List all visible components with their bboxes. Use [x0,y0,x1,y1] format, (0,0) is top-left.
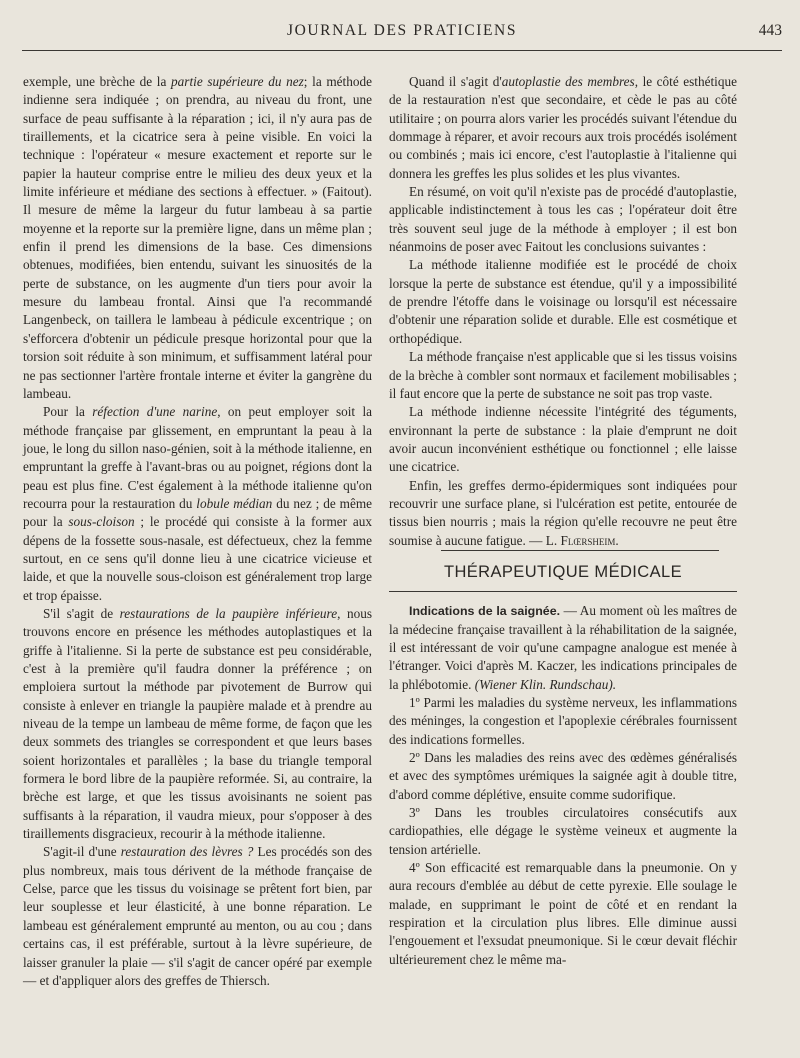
paragraph-indication-4: 4º Son efficacité est remarquable dans la pneumonie. On y aura recours d'emblée au début de cette pyrexie. Elle soulage le malade, en supprimant le point de côté et en rendant la respiration et la circulation plus libres. Elle diminue aussi l'engouement et l'exsudat pneumonique. Si le cœur devait fléchir ultérieurement chez le même ma- [389,860,737,967]
paragraph-indication-3: 3º Dans les troubles circulatoires consécutifs aux cardiopathies, elle dégage le système veineux et augmente la tension artérielle. [389,805,737,857]
paragraph-french-method: La méthode française n'est applicable que si les tissus voisins de la brèche à combler sont normaux et facilement mobilisables ; il faut encore que la perte de substance ne soit pas trop vaste. [389,349,737,401]
paragraph-grafts: Enfin, les greffes dermo-épidermiques sont indiquées pour recouvrir une surface plane, si l'ulcération est petite, entourée de tissus bien nourris ; mais la région qu'elle recouvre ne peut être soumise à aucune fatigue. — L. Flœrsheim. [389,477,737,548]
paragraph-nose-technique: exemple, une brèche de la partie supérieure du nez; la méthode indienne sera indiquée ; on prendra, au niveau du front, une surface de peau suffisante à la réparation ; ici, il n'y aura pas de tiraillements, et la cicatrice sera à peine visible. En voici la technique : l'opérateur « mesure exactement et reporte sur le papier la hauteur comprise entre le milieu des deux yeux et la limite inférieure et médiane des sections à effectuer. » (Faitout). Il mesure de même la largeur du futur lambeau à sa partie moyenne et la reporte sur la première ligne, dans un même plan ; enfin il prend les dimensions de la base. Ces dimensions obtenues, modifiées, bien entendu, suivant les sinuosités de la perte de substance, on les augmente d'un tiers pour avoir la mesure du lambeau frontal. Ainsi que l'a recommandé Langenbeck, on taillera le lambeau à pédicule excentrique ; on s'efforcera d'obtenir un pédicule presque horizontal pour que la torsion soit réduite à son minimum, et suffisamment latéral pour ne pas sectionner l'artère frontale interne et éviter la gangrène du lambeau. [23,74,372,401]
author-signature: L. Flœrsheim. [545,532,619,548]
paragraph-eyelid: S'il s'agit de restaurations de la paupière inférieure, nous trouvons encore en présence les méthodes autoplastiques et la griffe à l'italienne. Si la perte de substance est peu considérable, c'est à la première qu'il faudra donner la préférence ; on emploiera surtout la méthode par pivotement de Burrow qui consiste à enlever en triangle la paupière malade et à prendre au niveau de la tempe un lambeau de même forme, de façon que les deux sommets des triangles se correspondent et que leurs bases soient horizontales et parallèles ; la base du triangle temporal formera le bord libre de la paupière reformée. Si, au contraire, la brèche est large, et que les tissus avoisinants ne soient pas suffisants à la réparation, il vaudra mieux, pour s'opposer à des tiraillements disgracieux, recourir à la méthode italienne. [23,605,372,842]
section-title: THÉRAPEUTIQUE MÉDICALE [443,562,682,581]
right-column [389,73,737,969]
paragraph-indication-1: 1º Parmi les maladies du système nerveux, les inflammations des méninges, la congestion et l'apoplexie cérébrales fournissent des indications formelles. [389,695,737,747]
journal-title: JOURNAL DES PRATICIENS [286,22,518,39]
left-column [23,73,372,990]
paragraph-indian-method: La méthode indienne nécessite l'intégrité des téguments, environnant la perte de substance : la plaie d'emprunt ne doit avoir aucun inconvénient esthétique ou fonctionnel ; elle laisse une cicatrice. [389,404,737,475]
section-rule-bottom [389,591,737,592]
article-lead: Indications de la saignée. [409,604,561,619]
paragraph-nostril: Pour la réfection d'une narine, on peut employer soit la méthode française par glissement, en empruntant la peau à la joue, le long du sillon naso-génien, soit à la méthode italienne, en empruntant la greffe à l'avant-bras ou au poignet, régions dont la peau est plus fine. C'est également à la méthode italienne qu'on recourra pour la restauration du lobule médian du nez ; de même pour la sous-cloison ; le procédé qui consiste à la former aux dépens de la fossette sous-nasale, est défectueux, chez la femme surtout, en ce sens qu'il donne lieu à une cicatrice vicieuse et laide, et que la nouvelle sous-cloison est généralement trop large et trop épaisse. [23,404,373,603]
header-rule [22,50,782,51]
paragraph-indication-2: 2º Dans les maladies des reins avec des œdèmes généralisés et avec des symptômes urémiques la saignée agit à double titre, d'abord comme déplétive, ensuite comme sudorifique. [389,750,737,802]
paragraph-bloodletting-intro: Indications de la saignée. — Au moment où les maîtres de la médecine française travaillent à la réhabilitation de la saignée, il est intéressant de voir qu'une campagne analogue est menée à l'étranger. Voici d'après M. Kaczer, les indications principales de la phlébotomie. (Wiener Klin. Rundschau). [389,603,737,692]
page-number: 443 [758,22,782,39]
paragraph-lips: S'agit-il d'une restauration des lèvres ? Les procédés son des plus nombreux, mais tous dérivent de la méthode française de Celse, parce que les tissus du voisinage se prêtent fort bien, par leur souplesse et leur élasticité, à une bonne réparation. Le lambeau est généralement emprunté au menton, ou au cou ; dans certains cas, il est préférable, surtout à la lèvre supérieure, de laisser granuler la plaie — s'il s'agit de cancer opéré par exemple — et d'appliquer alors des greffes de Thiersch. [23,844,372,988]
running-header [22,22,782,46]
paragraph-limbs: Quand il s'agit d'autoplastie des membres, le côté esthétique de la restauration n'est que secondaire, et cède le pas au côté utilitaire ; on pourra alors varier les procédés suivant l'étendue du dommage à réparer, et avoir recours aux trois procédés isolément ou combinés ; mais ici encore, c'est l'autoplastie à l'italienne qui donnera les greffes les plus solides et les plus vivantes. [389,74,737,181]
paragraph-summary: En résumé, on voit qu'il n'existe pas de procédé d'autoplastie, applicable indistinctement à tous les cas ; l'opérateur doit être très souvent seul juge de la méthode à employer ; il est bon néanmoins de poser avec Faitout les conclusions suivantes : [389,184,737,255]
paragraph-italian-method: La méthode italienne modifiée est le procédé de choix lorsque la perte de substance est étendue, qu'il y a impossibilité de prendre l'étoffe dans le voisinage ou lorsqu'il est nécessaire d'obtenir une réparation solide et durable. Elle est cosmétique et orthopédique. [389,257,737,346]
section-rule-top [441,550,719,551]
